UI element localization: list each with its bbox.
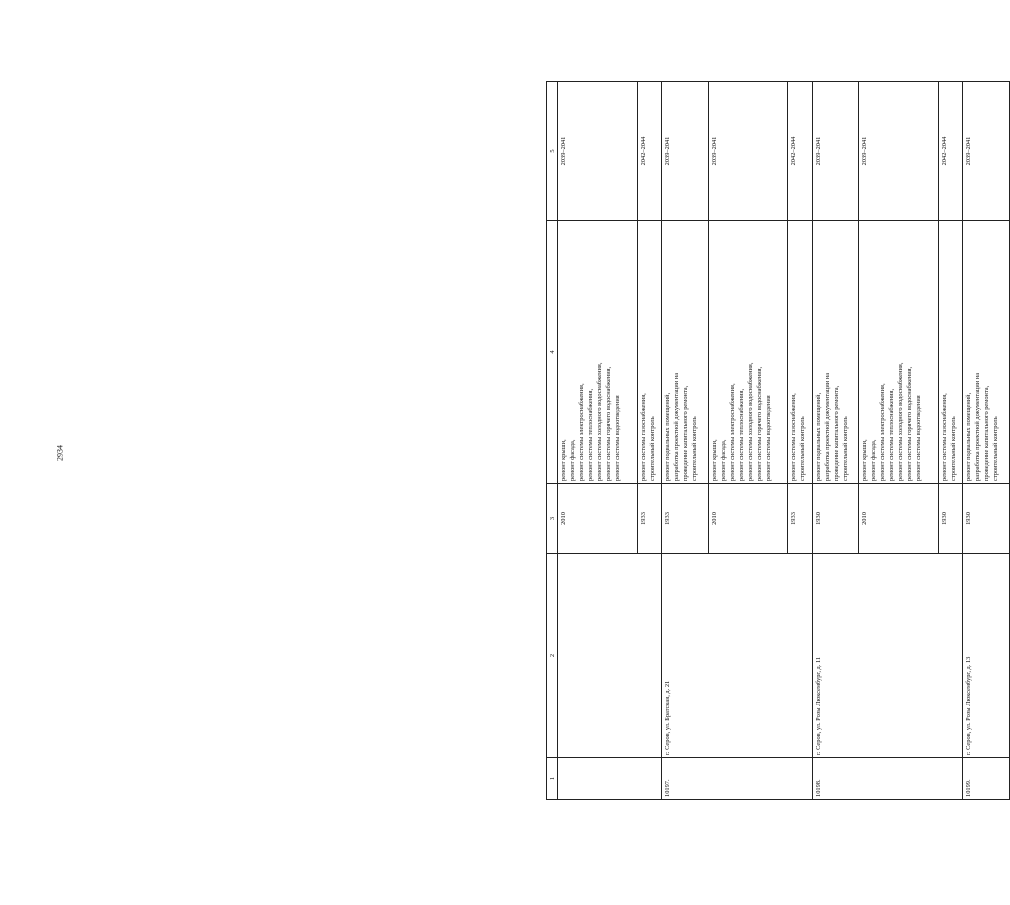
work-item: ремонт системы электроснабжения, xyxy=(578,383,586,481)
period-cell: 2042–2044 xyxy=(788,82,812,221)
work-item: ремонт фасада, xyxy=(870,439,878,481)
work-item: проведение капитального ремонта, xyxy=(983,385,991,481)
work-item: разработка проектной документации на xyxy=(974,372,982,481)
work-item: ремонт системы горячего водоснабжения, xyxy=(906,366,914,481)
work-item: ремонт системы холодного водоснабжения, xyxy=(596,362,604,481)
period-cell: 2042–2044 xyxy=(637,82,661,221)
work-item: ремонт фасада, xyxy=(719,439,727,481)
table-row xyxy=(963,82,1010,800)
header-cell-3: 3 xyxy=(547,484,558,554)
works-cell xyxy=(859,221,938,484)
work-item: ремонт системы газоснабжения, xyxy=(790,393,798,481)
work-item: ремонт системы водоотведения xyxy=(915,395,923,481)
year-cell: 1930 xyxy=(963,484,1010,554)
work-item: ремонт системы газоснабжения, xyxy=(940,393,948,481)
address-cell: г. Серов, ул. Розы Люксембург, д. 11 xyxy=(812,554,963,758)
year-cell: 2010 xyxy=(558,484,637,554)
year-cell: 1933 xyxy=(788,484,812,554)
works-cell xyxy=(661,221,708,484)
work-item: ремонт системы газоснабжения, xyxy=(639,393,647,481)
work-item: ремонт системы водоотведения xyxy=(614,395,622,481)
work-item: строительный контроль xyxy=(690,416,698,481)
header-cell-1: 1 xyxy=(547,758,558,800)
period-cell: 2039–2041 xyxy=(558,82,637,221)
row-number-cell: 10198. xyxy=(812,758,963,800)
work-item: ремонт системы холодного водоснабжения, xyxy=(746,362,754,481)
header-row xyxy=(547,82,558,800)
works-cell xyxy=(708,221,787,484)
year-cell: 2010 xyxy=(859,484,938,554)
work-item: строительный контроль xyxy=(648,416,656,481)
work-item: проведение капитального ремонта, xyxy=(681,385,689,481)
work-item: ремонт системы горячего водоснабжения, xyxy=(755,366,763,481)
table-row xyxy=(558,82,637,800)
works-cell xyxy=(812,221,859,484)
work-item: ремонт системы теплоснабжения, xyxy=(737,388,745,481)
year-cell: 1930 xyxy=(938,484,962,554)
work-item: проведение капитального ремонта, xyxy=(832,385,840,481)
rotated-page xyxy=(546,82,1010,800)
period-cell: 2039–2041 xyxy=(708,82,787,221)
work-item: ремонт крыши, xyxy=(710,439,718,481)
header-cell-4: 4 xyxy=(547,221,558,484)
address-cell xyxy=(558,554,662,758)
work-item: ремонт подвальных помещений, xyxy=(663,392,671,481)
table-row xyxy=(661,82,708,800)
period-cell: 2039–2041 xyxy=(812,82,859,221)
table-row xyxy=(812,82,859,800)
work-item: строительный контроль xyxy=(799,416,807,481)
work-item: ремонт системы электроснабжения, xyxy=(879,383,887,481)
works-cell xyxy=(963,221,1010,484)
period-cell: 2039–2041 xyxy=(963,82,1010,221)
repair-schedule-table xyxy=(546,81,1010,800)
work-item: ремонт крыши, xyxy=(560,439,568,481)
work-item: разработка проектной документации на xyxy=(823,372,831,481)
period-cell: 2039–2041 xyxy=(661,82,708,221)
work-item: строительный контроль xyxy=(841,416,849,481)
row-number-cell: 10199. xyxy=(963,758,1010,800)
work-item: ремонт системы электроснабжения, xyxy=(728,383,736,481)
work-item: ремонт системы горячего водоснабжения, xyxy=(605,366,613,481)
work-item: разработка проектной документации на xyxy=(672,372,680,481)
year-cell: 1933 xyxy=(637,484,661,554)
works-cell xyxy=(938,221,962,484)
work-item: ремонт крыши, xyxy=(861,439,869,481)
work-item: ремонт системы водоотведения xyxy=(764,395,772,481)
header-cell-5: 5 xyxy=(547,82,558,221)
work-item: ремонт подвальных помещений, xyxy=(965,392,973,481)
work-item: ремонт системы теплоснабжения, xyxy=(587,388,595,481)
work-item: ремонт системы теплоснабжения, xyxy=(888,388,896,481)
work-item: строительный контроль xyxy=(949,416,957,481)
works-cell xyxy=(637,221,661,484)
row-number-cell xyxy=(558,758,662,800)
period-cell: 2039–2041 xyxy=(859,82,938,221)
row-number-cell: 10197. xyxy=(661,758,812,800)
address-cell: г. Серов, ул. Братская, д. 21 xyxy=(661,554,812,758)
works-cell xyxy=(788,221,812,484)
year-cell: 1930 xyxy=(812,484,859,554)
period-cell: 2042–2044 xyxy=(938,82,962,221)
work-item: ремонт фасада, xyxy=(569,439,577,481)
year-cell: 2010 xyxy=(708,484,787,554)
works-cell xyxy=(558,221,637,484)
page-number: 2934 xyxy=(55,445,65,461)
work-item: ремонт системы холодного водоснабжения, xyxy=(897,362,905,481)
work-item: ремонт подвальных помещений, xyxy=(814,392,822,481)
header-cell-2: 2 xyxy=(547,554,558,758)
address-cell: г. Серов, ул. Розы Люксембург, д. 13 xyxy=(963,554,1010,758)
work-item: строительный контроль xyxy=(992,416,1000,481)
year-cell: 1933 xyxy=(661,484,708,554)
